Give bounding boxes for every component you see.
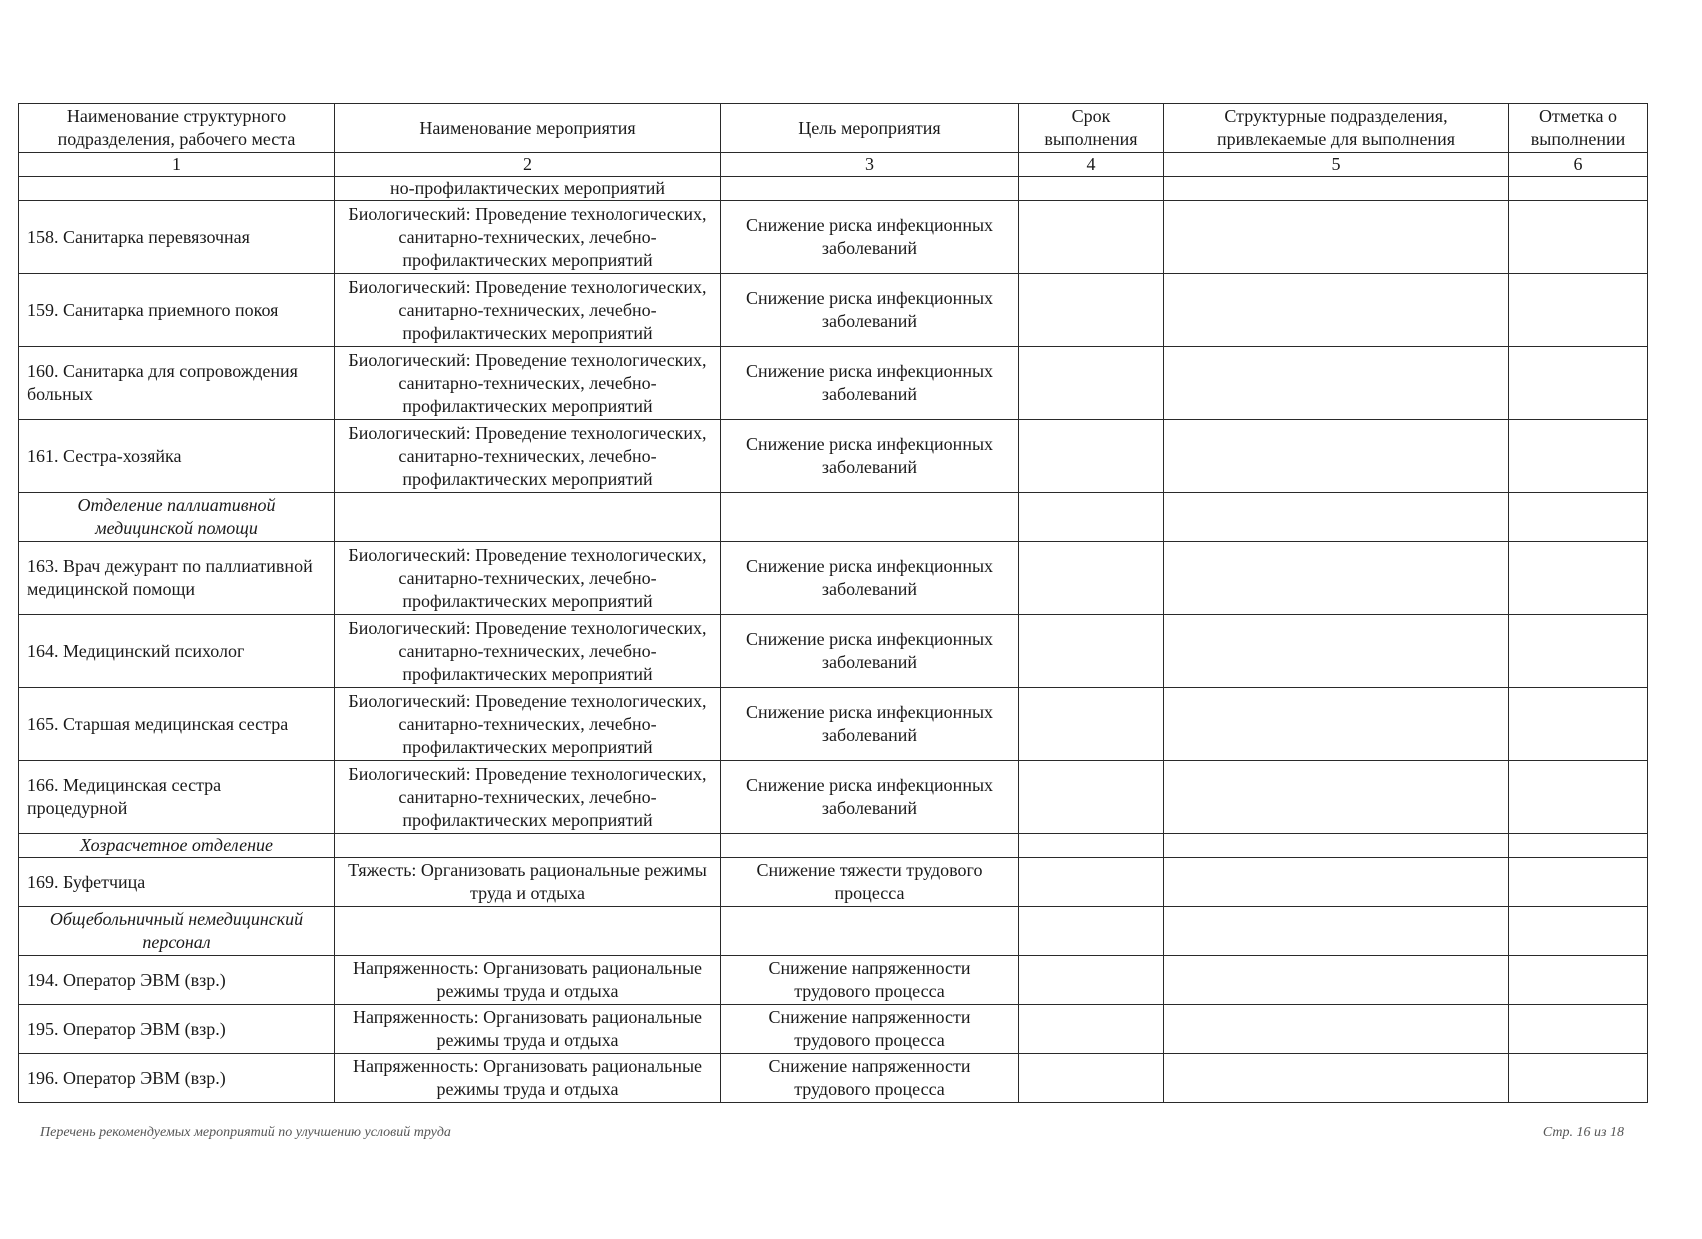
goal-text: Снижение напряженности трудового процесса (721, 1054, 1019, 1103)
measure-text: Биологический: Проведение технологических, санитарно-технических, лечебно-профилактических мероприятий (335, 688, 721, 761)
workplace-name: 166. Медицинская сестра процедурной (19, 761, 335, 834)
table-row (19, 956, 1648, 1005)
workplace-name: 160. Санитарка для сопровождения больных (19, 347, 335, 420)
footer-document-title: Перечень рекомендуемых мероприятий по улучшению условий труда (40, 1125, 451, 1140)
table-row (19, 1005, 1648, 1054)
table-header-row (19, 104, 1648, 153)
header-goal: Цель мероприятия (721, 104, 1019, 153)
measure-text: Биологический: Проведение технологических, санитарно-технических, лечебно-профилактических мероприятий (335, 420, 721, 493)
table-row (19, 347, 1648, 420)
header-completion-mark: Отметка о выполнении (1509, 104, 1648, 153)
goal-text: Снижение риска инфекционных заболеваний (721, 274, 1019, 347)
workplace-name: 165. Старшая медицинская сестра (19, 688, 335, 761)
continuation-text: но-профилактических мероприятий (335, 177, 721, 201)
workplace-name: 164. Медицинский психолог (19, 615, 335, 688)
measure-text: Тяжесть: Организовать рациональные режимы труда и отдыха (335, 858, 721, 907)
workplace-name: 158. Санитарка перевязочная (19, 201, 335, 274)
workplace-name: 194. Оператор ЭВМ (взр.) (19, 956, 335, 1005)
workplace-name: 163. Врач дежурант по паллиативной медицинской помощи (19, 542, 335, 615)
workplace-name: 195. Оператор ЭВМ (взр.) (19, 1005, 335, 1054)
measure-text: Биологический: Проведение технологических, санитарно-технических, лечебно-профилактических мероприятий (335, 761, 721, 834)
goal-text: Снижение риска инфекционных заболеваний (721, 201, 1019, 274)
workplace-name: 169. Буфетчица (19, 858, 335, 907)
table-row (19, 615, 1648, 688)
section-title: Хозрасчетное отделение (19, 834, 335, 858)
table-row (19, 761, 1648, 834)
header-involved-units: Структурные подразделения, привлекаемые для выполнения (1164, 104, 1509, 153)
goal-text: Снижение риска инфекционных заболеваний (721, 688, 1019, 761)
workplace-name: 196. Оператор ЭВМ (взр.) (19, 1054, 335, 1103)
goal-text: Снижение напряженности трудового процесса (721, 956, 1019, 1005)
section-title: Отделение паллиативной медицинской помощи (19, 493, 335, 542)
column-number: 6 (1509, 153, 1648, 177)
footer-page-number: Стр. 16 из 18 (1542, 1125, 1624, 1140)
table-row (19, 858, 1648, 907)
goal-text: Снижение риска инфекционных заболеваний (721, 347, 1019, 420)
header-deadline: Срок выполнения (1019, 104, 1164, 153)
table-row (19, 420, 1648, 493)
table-row (19, 542, 1648, 615)
column-number-row (19, 153, 1648, 177)
goal-text: Снижение риска инфекционных заболеваний (721, 615, 1019, 688)
measure-text: Напряженность: Организовать рациональные режимы труда и отдыха (335, 1054, 721, 1103)
measure-text: Биологический: Проведение технологических, санитарно-технических, лечебно-профилактических мероприятий (335, 615, 721, 688)
section-row (19, 907, 1648, 956)
continuation-row (19, 177, 1648, 201)
column-number: 5 (1164, 153, 1509, 177)
workplace-name: 159. Санитарка приемного покоя (19, 274, 335, 347)
measure-text: Биологический: Проведение технологических, санитарно-технических, лечебно-профилактических мероприятий (335, 274, 721, 347)
goal-text: Снижение риска инфекционных заболеваний (721, 420, 1019, 493)
measure-text: Биологический: Проведение технологических, санитарно-технических, лечебно-профилактических мероприятий (335, 347, 721, 420)
column-number: 2 (335, 153, 721, 177)
goal-text: Снижение напряженности трудового процесса (721, 1005, 1019, 1054)
goal-text: Снижение риска инфекционных заболеваний (721, 542, 1019, 615)
section-title: Общебольничный немедицинский персонал (19, 907, 335, 956)
header-department: Наименование структурного подразделения, рабочего места (19, 104, 335, 153)
table-row (19, 688, 1648, 761)
section-row (19, 834, 1648, 858)
section-row (19, 493, 1648, 542)
measure-text: Напряженность: Организовать рациональные режимы труда и отдыха (335, 1005, 721, 1054)
goal-text: Снижение риска инфекционных заболеваний (721, 761, 1019, 834)
workplace-name: 161. Сестра-хозяйка (19, 420, 335, 493)
goal-text: Снижение тяжести трудового процесса (721, 858, 1019, 907)
measure-text: Напряженность: Организовать рациональные режимы труда и отдыха (335, 956, 721, 1005)
measure-text: Биологический: Проведение технологических, санитарно-технических, лечебно-профилактических мероприятий (335, 542, 721, 615)
column-number: 3 (721, 153, 1019, 177)
header-measure: Наименование мероприятия (335, 104, 721, 153)
column-number: 1 (19, 153, 335, 177)
measures-table (18, 103, 1648, 1103)
column-number: 4 (1019, 153, 1164, 177)
table-row (19, 274, 1648, 347)
table-row (19, 201, 1648, 274)
measure-text: Биологический: Проведение технологических, санитарно-технических, лечебно-профилактических мероприятий (335, 201, 721, 274)
table-row (19, 1054, 1648, 1103)
